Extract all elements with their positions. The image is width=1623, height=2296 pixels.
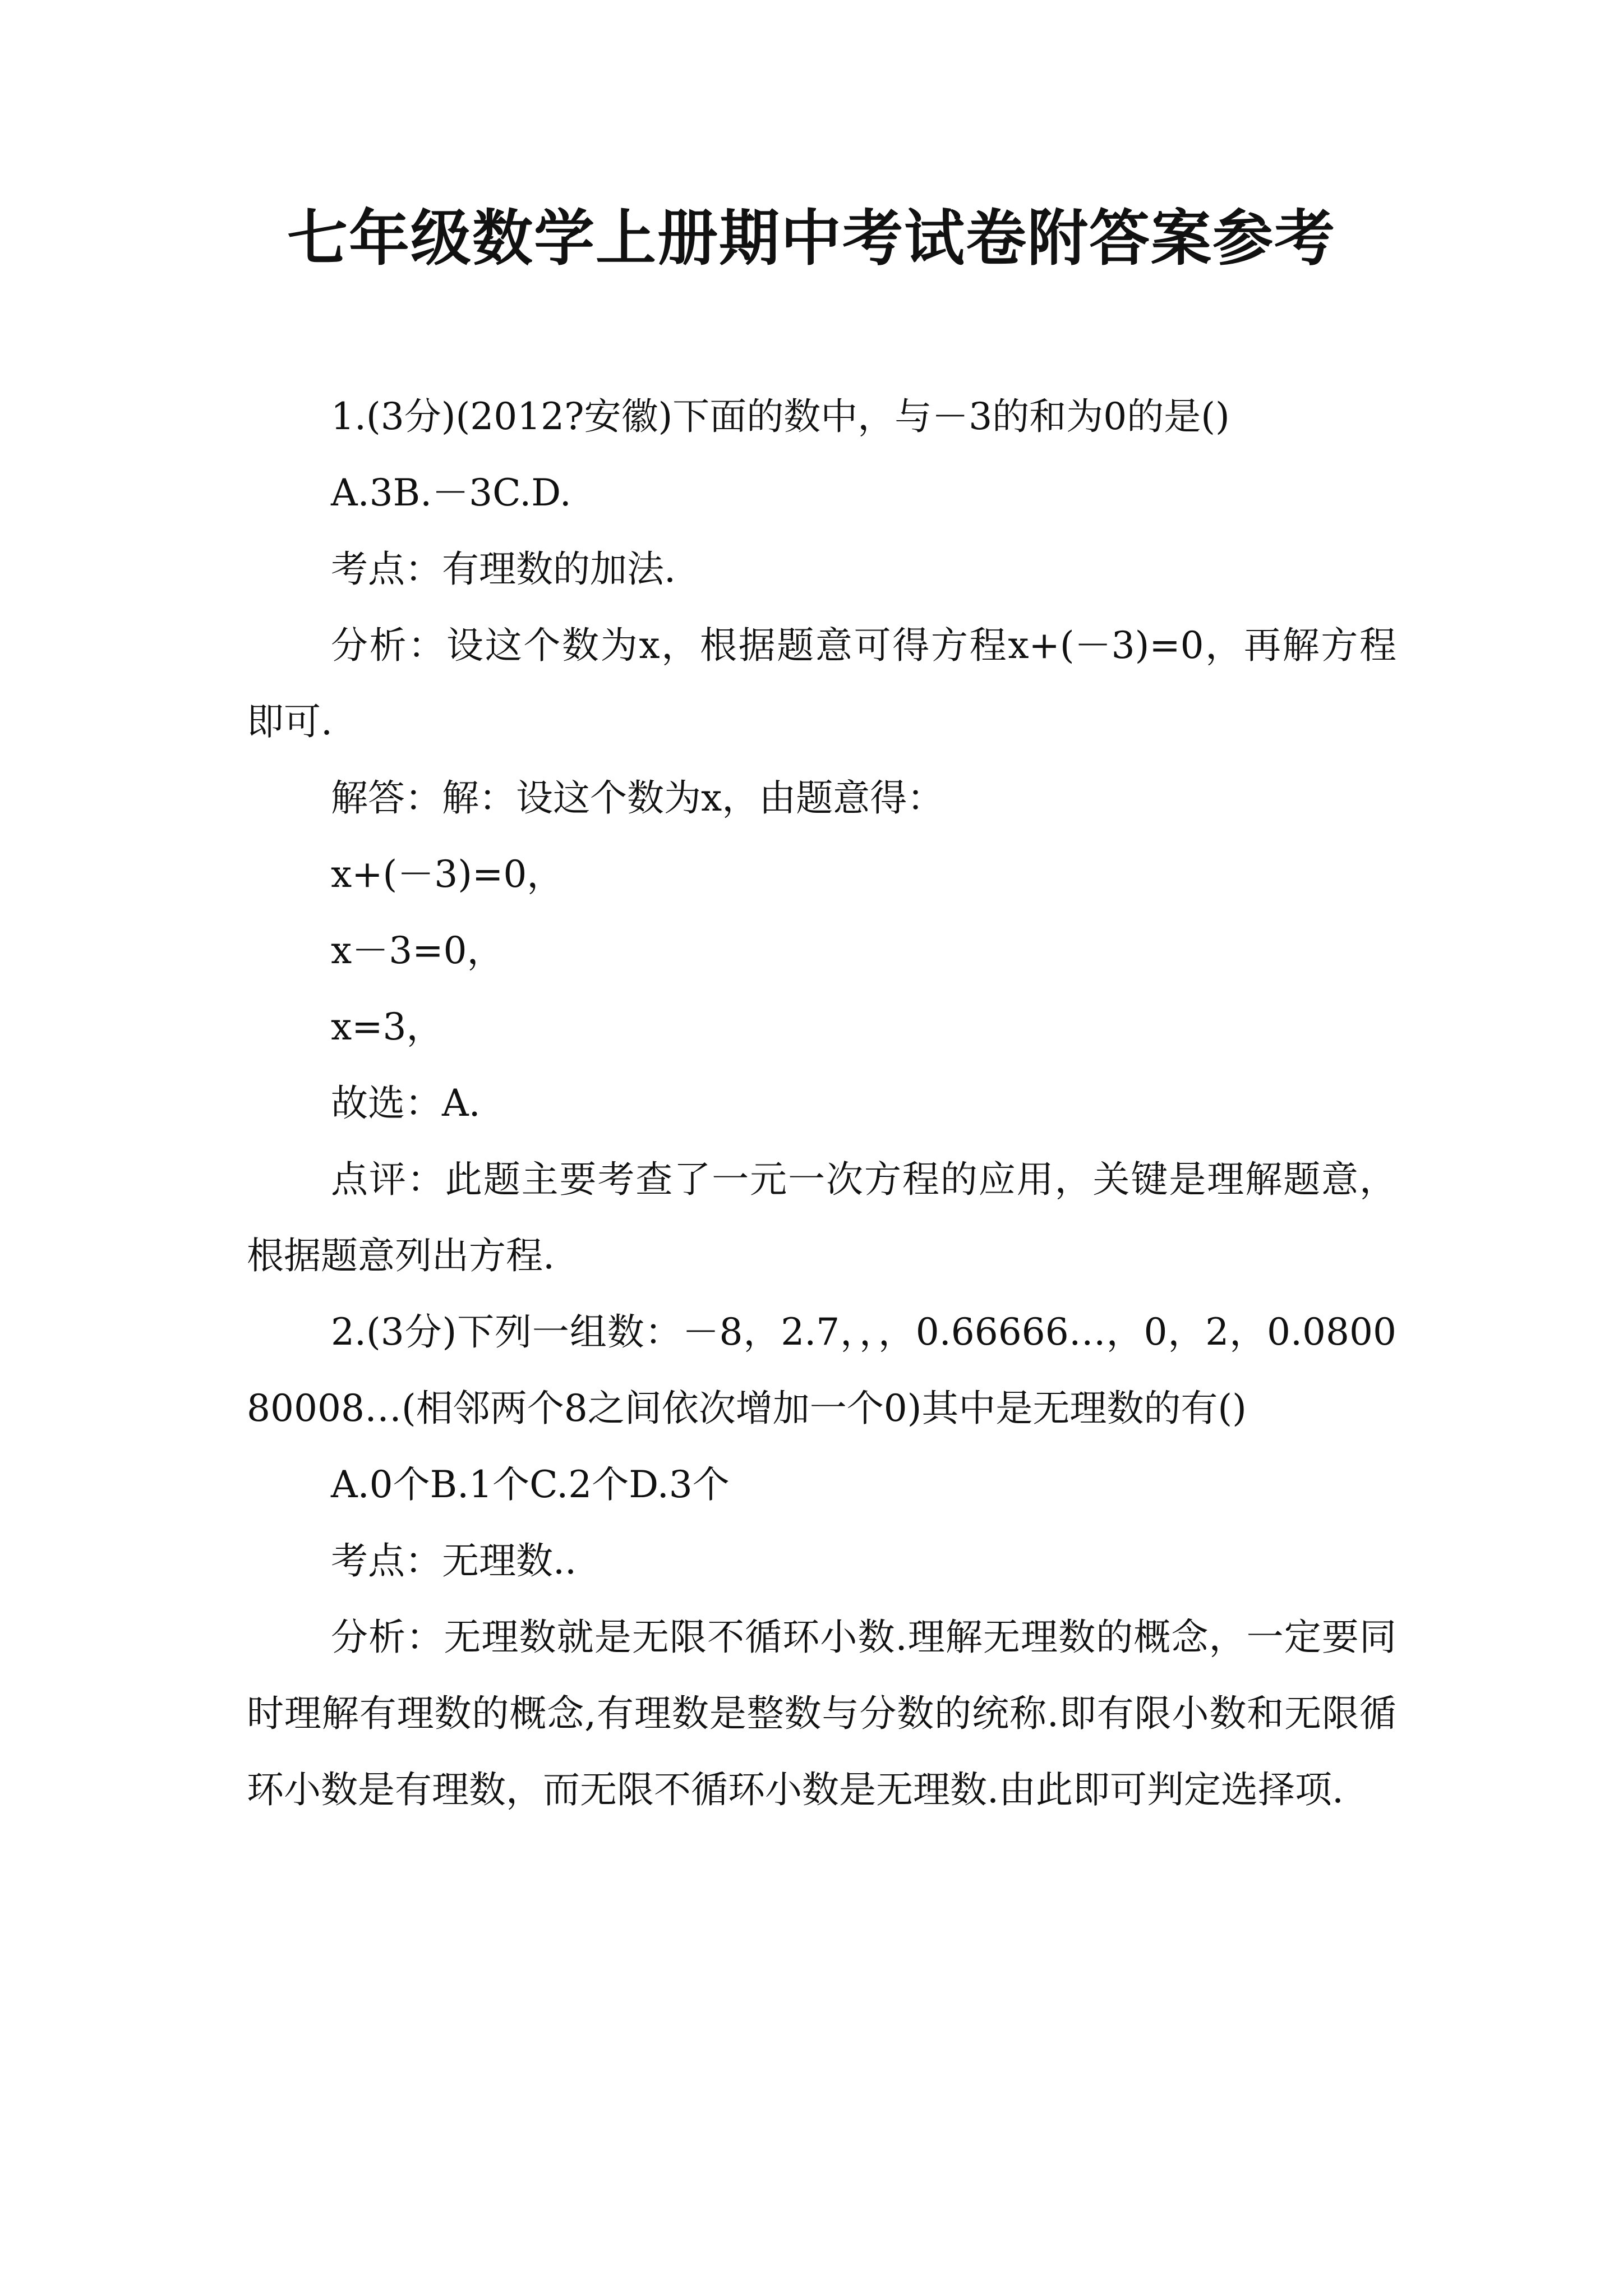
question-1-key-point: 考点：有理数的加法.: [331, 547, 676, 591]
question-1-step-2: x－3=0，: [331, 929, 504, 972]
question-1-options: A.3B.－3C.D.: [331, 471, 571, 514]
question-1-solution: 解答：解：设这个数为x，由题意得：: [331, 776, 944, 820]
question-2-key-point: 考点：无理数..: [331, 1539, 577, 1582]
question-2-stem: 2.(3分)下列一组数：－8，2.7，，，0.66666…，0，2，0.080080008…(相邻两个8之间依次增加一个0)其中是无理数的有(): [247, 1310, 1396, 1430]
question-2-options: A.0个B.1个C.2个D.3个: [331, 1463, 730, 1506]
question-1-stem: 1.(3分)(2012?安徽)下面的数中，与－3的和为0的是(): [331, 395, 1230, 438]
document-body: [247, 379, 1396, 1828]
question-1-analysis: 分析：设这个数为x，根据题意可得方程x+(－3)=0，再解方程即可.: [247, 624, 1396, 743]
question-1-step-3: x=3，: [331, 1005, 444, 1048]
question-1-answer: 故选：A.: [331, 1082, 481, 1125]
question-1-comment: 点评：此题主要考查了一元一次方程的应用，关键是理解题意，根据题意列出方程.: [247, 1158, 1396, 1277]
document-title: 七年级数学上册期中考试卷附答案参考: [287, 203, 1336, 274]
question-1-step-1: x+(－3)=0，: [331, 853, 564, 896]
question-2-analysis: 分析：无理数就是无限不循环小数.理解无理数的概念，一定要同时理解有理数的概念,有理数是整数与分数的统称.即有限小数和无限循环小数是有理数，而无限不循环小数是无理数.由此即可判定选择项.: [247, 1616, 1396, 1811]
